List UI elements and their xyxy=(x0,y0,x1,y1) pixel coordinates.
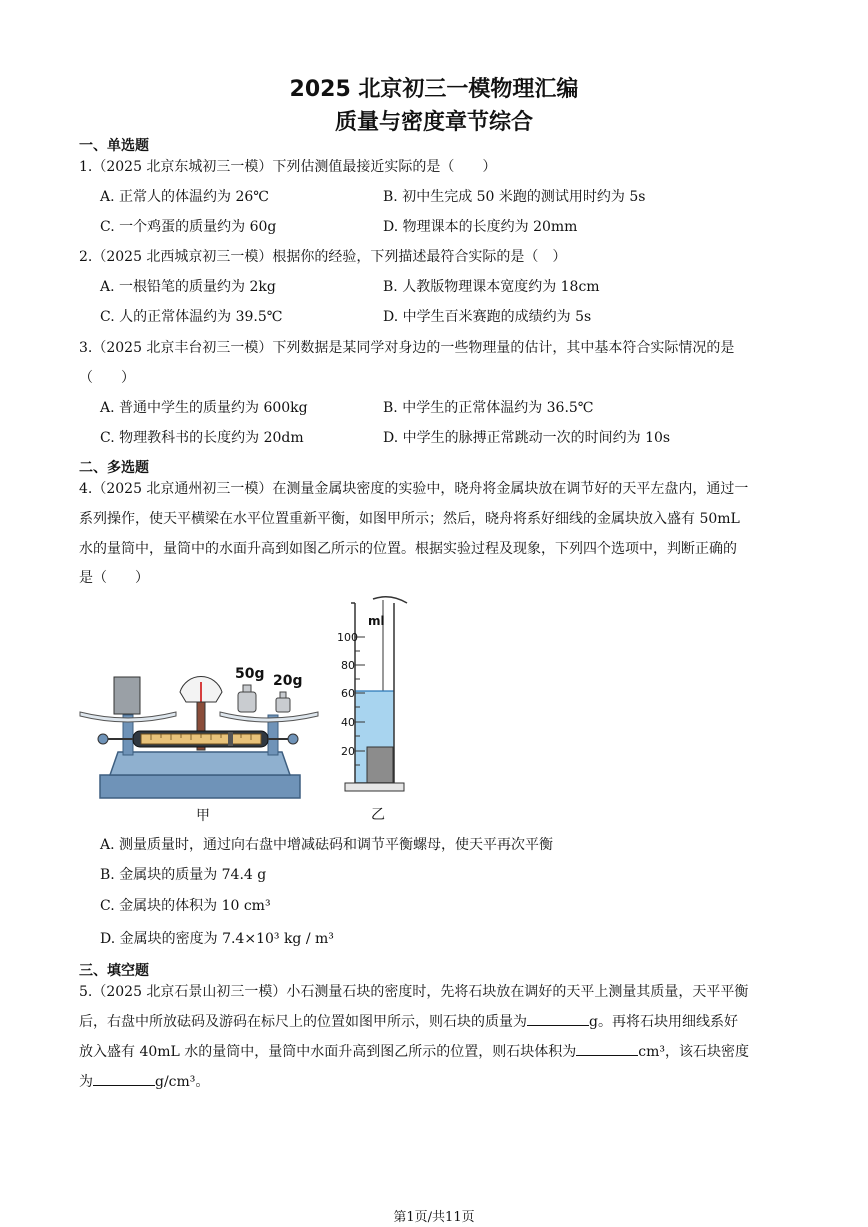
q3-stem-line2: （ ） xyxy=(79,370,135,386)
balance-figure xyxy=(78,660,323,825)
page-footer: 第1页/共11页 xyxy=(393,1210,475,1225)
cylinder-tick-100: 100 xyxy=(337,631,358,644)
q4-option-b: B. 金属块的质量为 74.4 g xyxy=(100,867,267,883)
cylinder-tick-40: 40 xyxy=(341,716,355,729)
cylinder-figure xyxy=(335,595,415,825)
q2-option-b: B. 人教版物理课本宽度约为 18cm xyxy=(383,279,600,295)
q5-line4-text-b: g/cm³。 xyxy=(155,1074,210,1090)
q4-option-c: C. 金属块的体积为 10 cm³ xyxy=(100,898,271,914)
q2-option-d: D. 中学生百米赛跑的成绩约为 5s xyxy=(383,309,592,325)
q4-option-a: A. 测量质量时，通过向右盘中增减砝码和调节平衡螺母，使天平再次平衡 xyxy=(100,837,554,853)
q3-option-c: C. 物理教科书的长度约为 20dm xyxy=(100,430,304,446)
cylinder-tick-60: 60 xyxy=(341,687,355,700)
q3-option-b: B. 中学生的正常体温约为 36.5℃ xyxy=(383,400,594,416)
cylinder-tick-20: 20 xyxy=(341,745,355,758)
q5-blank-density[interactable] xyxy=(93,1073,155,1086)
q5-line3-text-a: 放入盛有 40mL 水的量筒中，量筒中水面升高到图乙所示的位置，则石块体积为 xyxy=(79,1044,577,1060)
q4-stem-line1: 4.（2025 北京通州初三一模）在测量金属块密度的实验中，晓舟将金属块放在调节好的天平左盘内，通过一 xyxy=(79,481,749,497)
q2-stem: 2.（2025 北西城京初三一模）根据你的经验，下列描述最符合实际的是（ ） xyxy=(79,249,567,265)
q5-stem-line4 xyxy=(79,1071,209,1091)
q4-stem-line2: 系列操作，使天平横梁在水平位置重新平衡，如图甲所示；然后，晓舟将系好细线的金属块放入盛有 50mL xyxy=(79,511,740,527)
q1-option-c: C. 一个鸡蛋的质量约为 60g xyxy=(100,219,277,235)
figure-label-yi: 乙 xyxy=(371,807,385,823)
q5-line2-text-a: 后，右盘中所放砝码及游码在标尺上的位置如图甲所示，则石块的质量为 xyxy=(79,1014,527,1030)
q5-stem-line3 xyxy=(79,1041,749,1061)
q3-stem-line1: 3.（2025 北京丰台初三一模）下列数据是某同学对身边的一些物理量的估计，其中基本符合实际情况的是 xyxy=(79,340,735,356)
doc-subtitle: 质量与密度章节综合 xyxy=(334,110,533,135)
q3-option-a: A. 普通中学生的质量约为 600kg xyxy=(100,400,308,416)
section-single-choice: 一、单选题 xyxy=(79,138,149,154)
section-multi-choice: 二、多选题 xyxy=(79,460,149,476)
section-fill-blank: 三、填空题 xyxy=(79,963,149,979)
figure-label-jia: 甲 xyxy=(196,808,210,824)
q5-line4-text-a: 为 xyxy=(79,1074,93,1090)
q5-line2-text-b: g。再将石块用细线系好 xyxy=(589,1014,738,1030)
cylinder-tick-80: 80 xyxy=(341,659,355,672)
q5-blank-volume[interactable] xyxy=(576,1043,638,1056)
weight-label-50g: 50g xyxy=(235,666,265,682)
cylinder-unit: ml xyxy=(368,614,385,628)
weight-label-20g: 20g xyxy=(273,673,303,689)
q5-stem-line1: 5.（2025 北京石景山初三一模）小石测量石块的密度时，先将石块放在调好的天平上测量其质量，天平平衡 xyxy=(79,984,749,1000)
q1-option-a: A. 正常人的体温约为 26℃ xyxy=(100,189,269,205)
q5-line3-text-b: cm³，该石块密度 xyxy=(638,1044,750,1060)
q2-option-c: C. 人的正常体温约为 39.5℃ xyxy=(100,309,283,325)
q4-stem-line3: 水的量筒中，量筒中的水面升高到如图乙所示的位置。根据实验过程及现象，下列四个选项中，判断正确的 xyxy=(79,541,737,557)
doc-title: 2025 北京初三一模物理汇编 xyxy=(289,77,579,102)
q4-option-d: D. 金属块的密度为 7.4×10³ kg / m³ xyxy=(100,931,334,947)
q3-option-d: D. 中学生的脉搏正常跳动一次的时间约为 10s xyxy=(383,430,671,446)
q1-stem: 1.（2025 北京东城初三一模）下列估测值最接近实际的是（ ） xyxy=(79,159,497,175)
q2-option-a: A. 一根铅笔的质量约为 2kg xyxy=(100,279,276,295)
q5-stem-line2 xyxy=(79,1011,738,1031)
q4-stem-line4: 是（ ） xyxy=(79,570,149,586)
q5-blank-mass[interactable] xyxy=(527,1013,589,1026)
q1-option-b: B. 初中生完成 50 米跑的测试用时约为 5s xyxy=(383,189,646,205)
q1-option-d: D. 物理课本的长度约为 20mm xyxy=(383,219,578,235)
